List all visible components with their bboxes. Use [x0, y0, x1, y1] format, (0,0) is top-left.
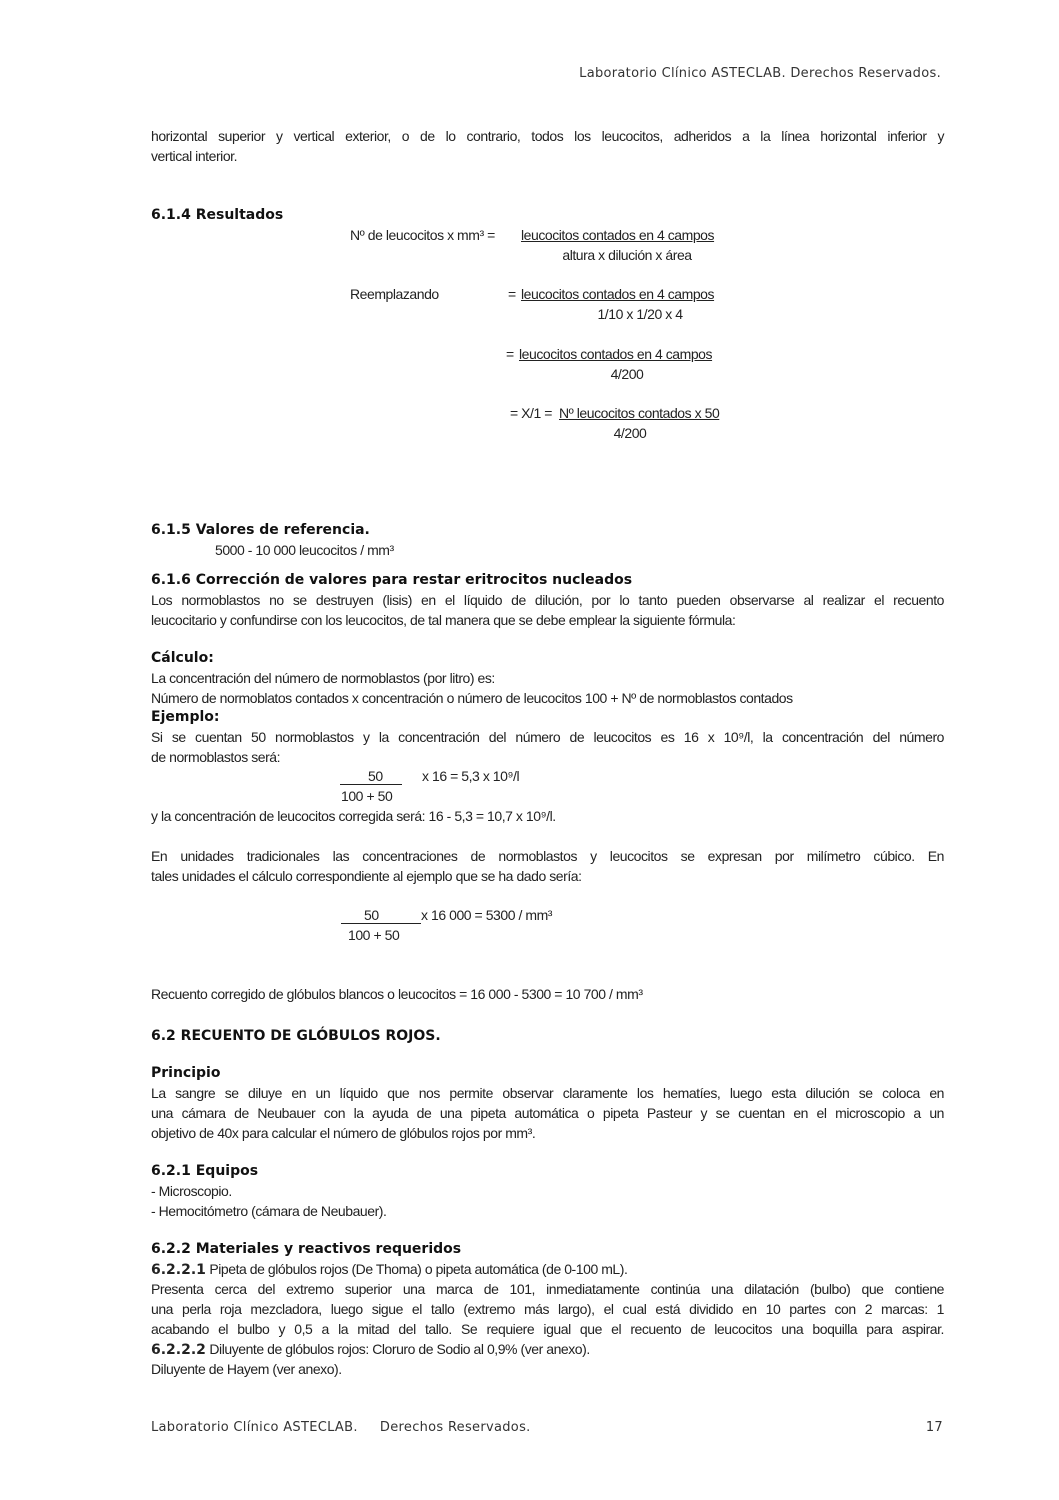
formula-denominator: 1/10 x 1/20 x 4	[597, 306, 683, 322]
paragraph-line: Los normoblastos no se destruyen (lisis) en el líquido de dilución, por lo tanto pueden observarse al realizar el recuento	[151, 592, 944, 608]
paragraph-line	[151, 1340, 590, 1359]
page-header: Laboratorio Clínico ASTECLAB. Derechos Reservados.	[579, 66, 941, 81]
formula-equals: =	[508, 286, 516, 302]
paragraph-line: y la concentración de leucocitos corregida será: 16 - 5,3 = 10,7 x 10⁹/l.	[151, 808, 556, 824]
subheading: Ejemplo:	[151, 709, 220, 725]
subheading: Principio	[151, 1065, 221, 1081]
paragraph-line: una cámara de Neubauer con la ayuda de una pipeta automática o pipeta Pasteur y se cuentan en el microscopio a un	[151, 1105, 944, 1121]
item-number: 6.2.2.1	[151, 1262, 206, 1278]
formula-label: Reemplazando	[350, 286, 439, 302]
paragraph-line: Si se cuentan 50 normoblastos y la concentración del número de leucocitos es 16 x 10⁹/l, la concentración del número	[151, 729, 944, 745]
formula-equals: =	[506, 346, 514, 362]
section-heading: 6.2.1 Equipos	[151, 1163, 259, 1179]
paragraph-line: objetivo de 40x para calcular el número de glóbulos rojos por mm³.	[151, 1125, 536, 1141]
paragraph-line: tales unidades el cálculo correspondiente al ejemplo que se ha dado sería:	[151, 868, 582, 884]
subheading: Cálculo:	[151, 650, 214, 666]
section-heading: 6.1.4 Resultados	[151, 207, 284, 223]
paragraph-line: una perla roja mezcladora, luego sigue el tallo (extremo más largo), el cual está dividido en 10 partes con 2 marcas: 1	[151, 1301, 944, 1317]
item-text: Pipeta de glóbulos rojos (De Thoma) o pipeta automática (de 0-100 mL).	[209, 1261, 628, 1277]
paragraph-line: Recuento corregido de glóbulos blancos o leucocitos = 16 000 - 5300 = 10 700 / mm³	[151, 986, 643, 1002]
section-heading: 6.1.6 Corrección de valores para restar eritrocitos nucleados	[151, 572, 633, 588]
item-text: Diluyente de glóbulos rojos: Cloruro de Sodio al 0,9% (ver anexo).	[209, 1341, 590, 1357]
section-heading: 6.2.2 Materiales y reactivos requeridos	[151, 1241, 462, 1257]
formula-denominator: 4/200	[613, 425, 647, 441]
fraction-bar	[340, 784, 402, 785]
fraction-numerator: 50	[368, 768, 383, 784]
paragraph-line: acabando el bulbo y 0,5 a la mitad del tallo. Se requiere igual que el recuento de leucocitos una boquilla para aspirar.	[151, 1321, 944, 1337]
formula-numerator: leucocitos contados en 4 campos	[519, 346, 713, 362]
paragraph-line: vertical interior.	[151, 148, 238, 164]
section-heading: 6.1.5 Valores de referencia.	[151, 522, 370, 538]
paragraph-line: de normoblastos será:	[151, 749, 281, 765]
paragraph-line: Presenta cerca del extremo superior una marca de 101, inmediatamente continúa una dilatación (bulbo) que contiene	[151, 1281, 944, 1297]
fraction-rest: x 16 = 5,3 x 10⁹/l	[422, 768, 520, 784]
fraction-rest: x 16 000 = 5300 / mm³	[421, 907, 553, 923]
paragraph-line: horizontal superior y vertical exterior, o de lo contrario, todos los leucocitos, adheridos a la línea horizontal inferior y	[151, 128, 944, 144]
paragraph-line: Número de normoblatos contados x concentración o número de leucocitos 100 + Nº de normoblastos contados	[151, 690, 793, 706]
formula-numerator: leucocitos contados en 4 campos	[521, 227, 715, 243]
fraction-denominator: 100 + 50	[341, 788, 393, 804]
formula-numerator: Nº leucocitos contados x 50	[559, 405, 720, 421]
section-heading: 6.2 RECUENTO DE GLÓBULOS ROJOS.	[151, 1028, 441, 1044]
item-number: 6.2.2.2	[151, 1342, 206, 1358]
paragraph-line: Diluyente de Hayem (ver anexo).	[151, 1361, 342, 1377]
paragraph-line: En unidades tradicionales las concentraciones de normoblastos y leucocitos se expresan por milímetro cúbico. En	[151, 848, 944, 864]
paragraph-line: La sangre se diluye en un líquido que nos permite observar claramente los hematíes, luego esta dilución se coloca en	[151, 1085, 944, 1101]
fraction-denominator: 100 + 50	[348, 927, 400, 943]
fraction-numerator: 50	[364, 907, 379, 923]
fraction-bar	[341, 923, 421, 924]
formula-label: Nº de leucocitos x mm³ =	[350, 227, 495, 243]
paragraph-line: La concentración del número de normoblastos (por litro) es:	[151, 670, 495, 686]
formula-numerator: leucocitos contados en 4 campos	[521, 286, 715, 302]
formula-denominator: altura x dilución x área	[562, 247, 692, 263]
paragraph-line	[151, 1260, 627, 1279]
formula-denominator: 4/200	[610, 366, 644, 382]
formula-equals: = X/1 =	[510, 405, 552, 421]
list-item: - Hemocitómetro (cámara de Neubauer).	[151, 1203, 387, 1219]
page-number: 17	[925, 1420, 943, 1435]
list-item: - Microscopio.	[151, 1183, 232, 1199]
reference-value: 5000 - 10 000 leucocitos / mm³	[215, 542, 394, 558]
paragraph-line: leucocitario y confundirse con los leucocitos, de tal manera que se debe emplear la siguiente fórmula:	[151, 612, 736, 628]
page-footer: Laboratorio Clínico ASTECLAB. Derechos Reservados.	[151, 1420, 531, 1435]
